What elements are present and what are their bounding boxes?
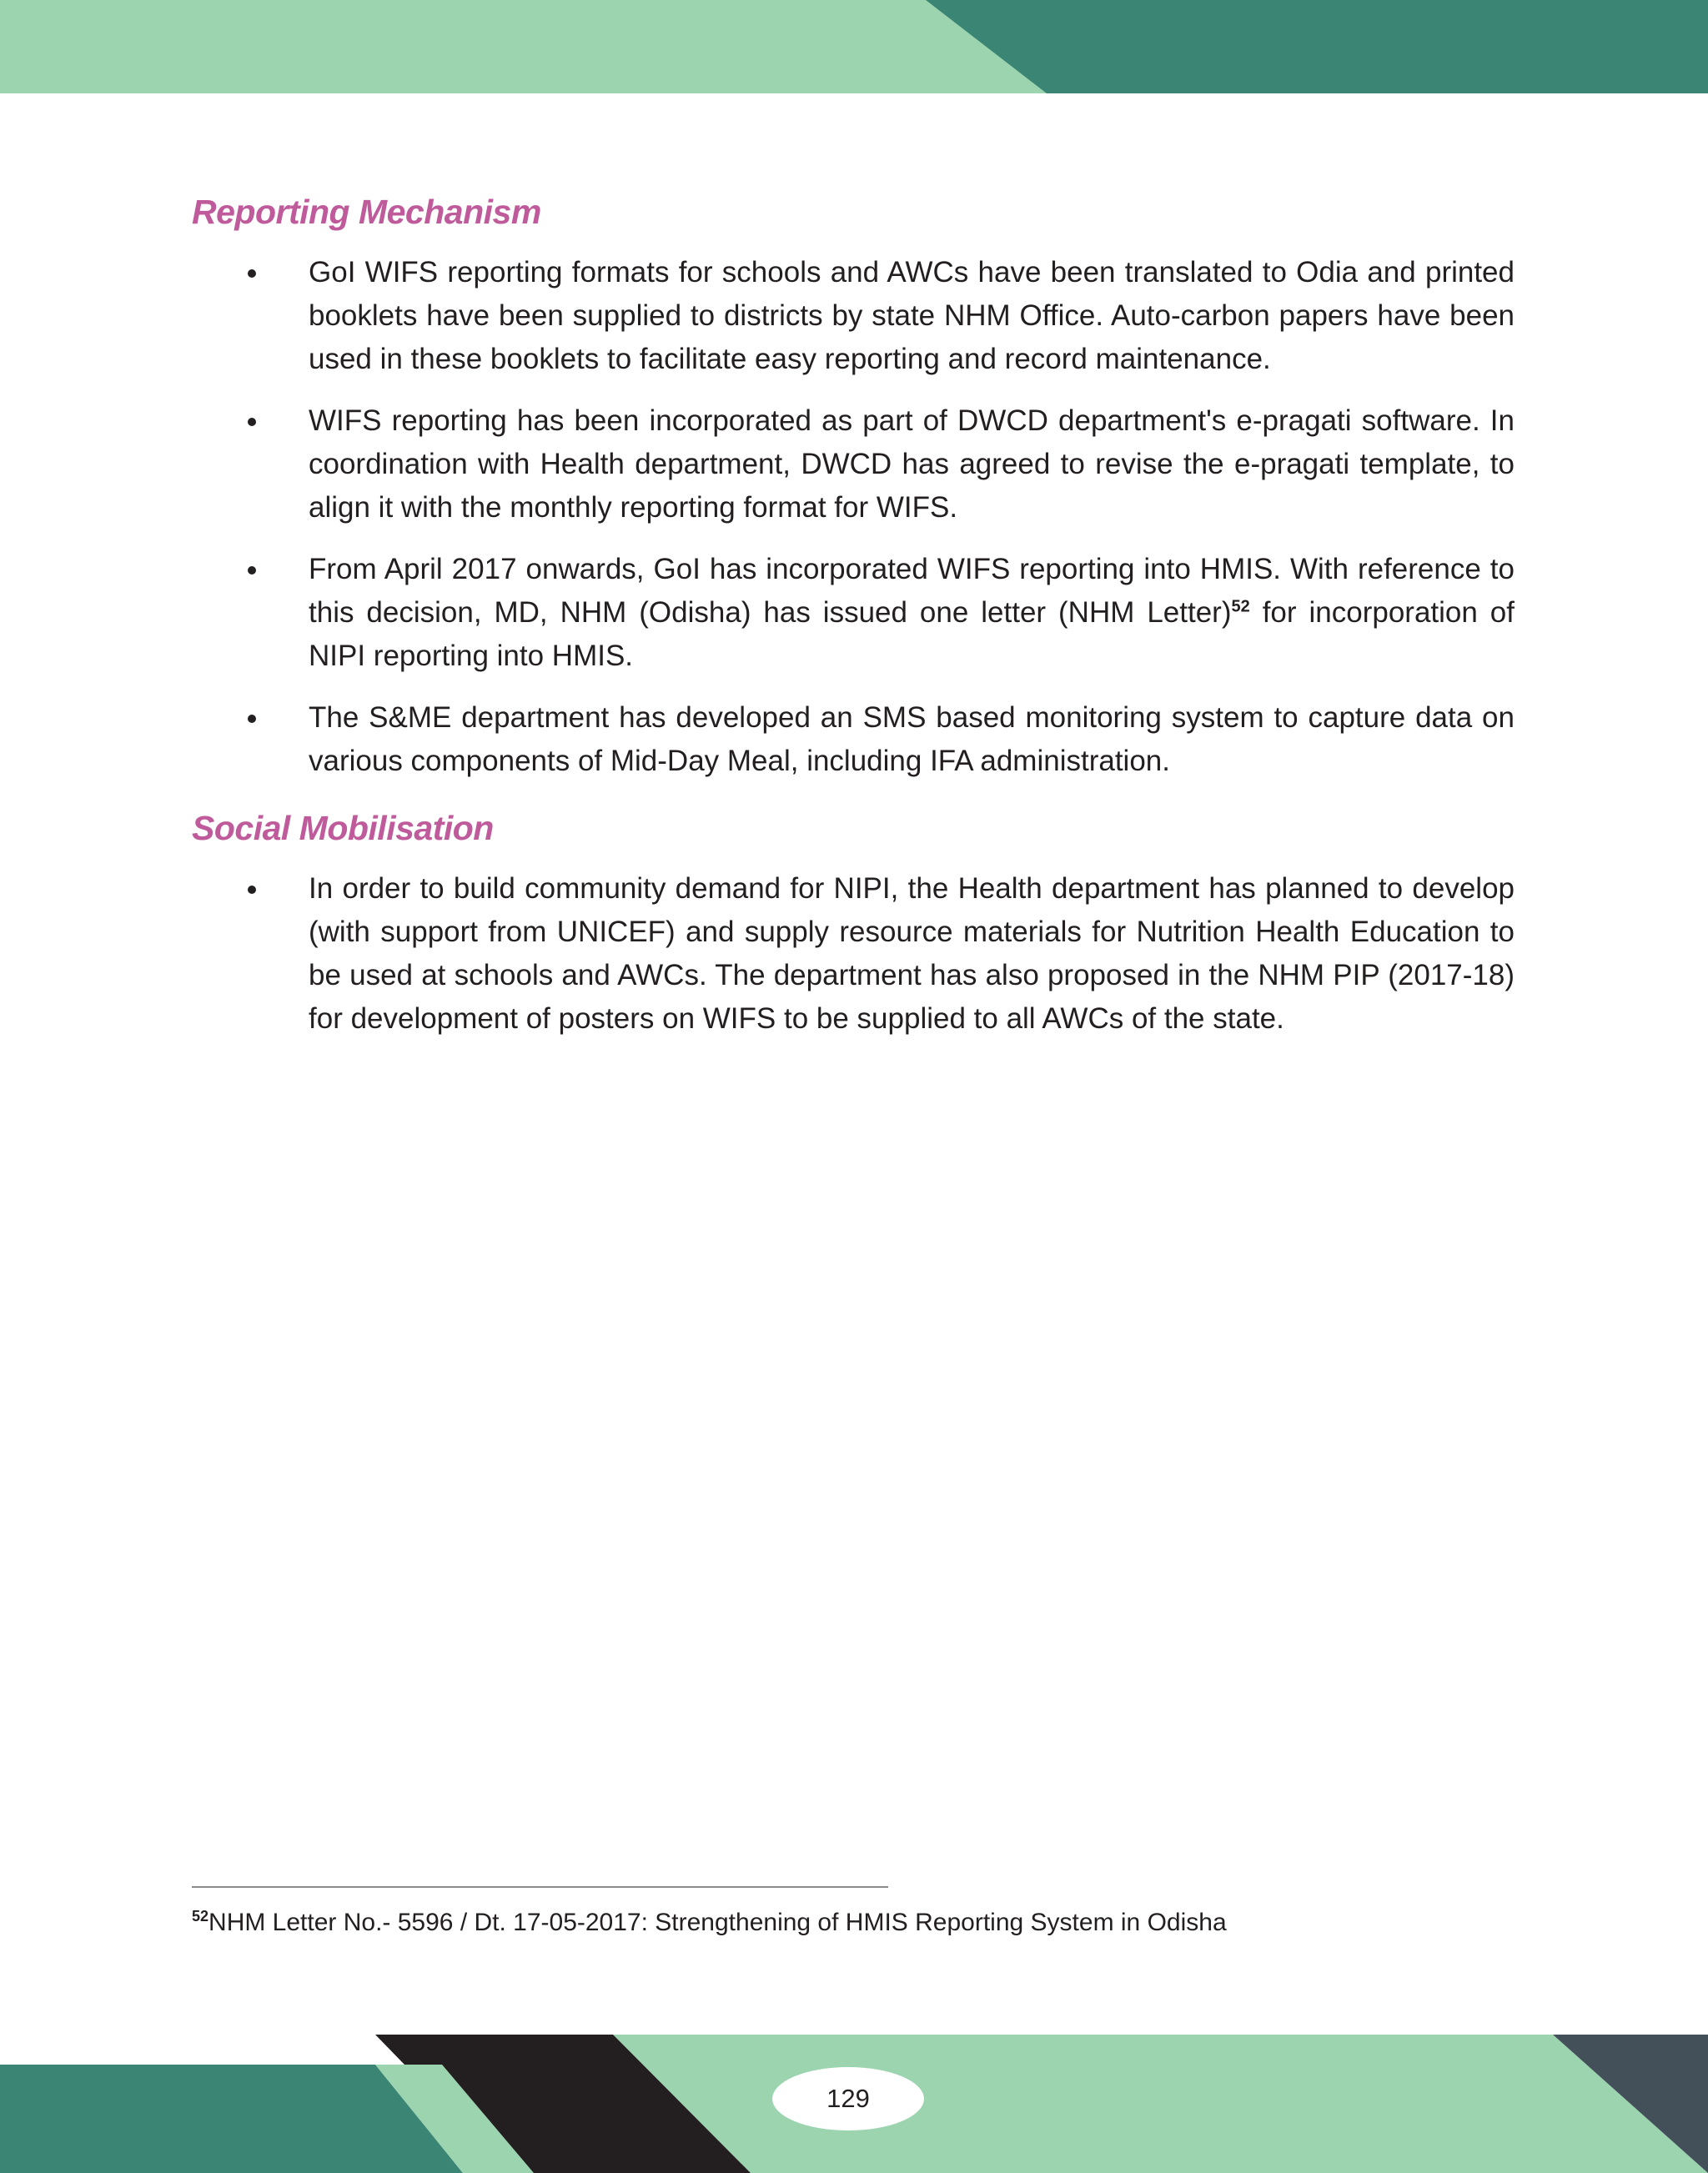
list-item — [192, 867, 1515, 1041]
footnote-marker: 52 — [192, 1908, 209, 1925]
list-item-text-after-ref: for incorporation of NIPI reporting into HMIS. — [309, 596, 1515, 673]
list-item — [192, 696, 1515, 783]
list-item-text-before-ref: From April 2017 onwards, GoI has incorporated WIFS reporting into HMIS. With reference to this decision, MD, NHM (Odisha) has issued one letter (NHM Letter) — [309, 553, 1515, 630]
footnote-divider — [192, 1886, 888, 1888]
list-item — [192, 548, 1515, 678]
list-item-text: In order to build community demand for NIPI, the Health department has planned to develop (with support from UNICEF) and supply resource materials for Nutrition Health Education to be used at schools and AWCs. The department has also proposed in the NHM PIP (2017-18) for development of posters on WIFS to be supplied to all AWCs of the state. — [309, 872, 1515, 1036]
list-item-text: WIFS reporting has been incorporated as part of DWCD department's e-pragati software. In coordination with Health department, DWCD has agreed to revise the e-pragati template, to align it with the monthly reporting format for WIFS. — [309, 404, 1515, 524]
footnote-reference[interactable]: 52 — [1231, 597, 1250, 616]
list-item — [192, 399, 1515, 529]
bullet-icon — [248, 715, 256, 723]
page-content — [192, 183, 1515, 1066]
section-heading-reporting-mechanism: Reporting Mechanism — [192, 193, 541, 231]
footnote — [192, 1905, 1227, 1941]
bullet-icon — [248, 269, 256, 278]
social-mobilisation-list — [192, 867, 1515, 1041]
reporting-mechanism-list — [192, 251, 1515, 783]
section-heading-social-mobilisation: Social Mobilisation — [192, 809, 494, 848]
top-decorative-band — [0, 0, 1708, 93]
bullet-icon — [248, 886, 256, 894]
page-number: 129 — [772, 2067, 924, 2130]
list-item-text: The S&ME department has developed an SMS based monitoring system to capture data on various components of Mid-Day Meal, including IFA administration. — [309, 701, 1515, 778]
list-item — [192, 251, 1515, 381]
footnote-text: NHM Letter No.- 5596 / Dt. 17-05-2017: Strengthening of HMIS Reporting System in Odisha — [208, 1909, 1227, 1936]
bullet-icon — [248, 566, 256, 575]
bullet-icon — [248, 418, 256, 426]
list-item-text: GoI WIFS reporting formats for schools and AWCs have been translated to Odia and printed booklets have been supplied to districts by state NHM Office. Auto-carbon papers have been used in these booklets to facilitate easy reporting and record maintenance. — [309, 256, 1515, 376]
